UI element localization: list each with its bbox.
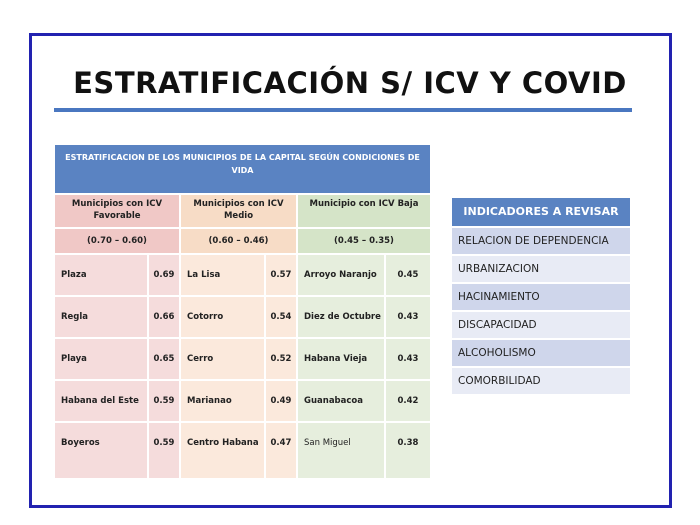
municipality-name: Guanabacoa xyxy=(298,381,384,421)
indicator-item: COMORBILIDAD xyxy=(452,368,630,394)
icv-value: 0.66 xyxy=(149,297,179,337)
slide-title: ESTRATIFICACIÓN S/ ICV Y COVID xyxy=(73,66,627,100)
table-row xyxy=(181,297,296,337)
icv-value: 0.47 xyxy=(266,423,296,478)
table-row xyxy=(181,381,296,421)
municipality-name: Cotorro xyxy=(181,297,264,337)
municipality-name: La Lisa xyxy=(181,255,264,295)
municipality-name: Boyeros xyxy=(55,423,147,478)
icv-value: 0.49 xyxy=(266,381,296,421)
title-underline xyxy=(54,108,632,112)
municipality-name: San Miguel xyxy=(298,423,384,478)
table-row xyxy=(55,423,179,478)
municipality-name: Arroyo Naranjo xyxy=(298,255,384,295)
icv-value: 0.57 xyxy=(266,255,296,295)
indicators-table-header: INDICADORES A REVISAR xyxy=(452,198,630,226)
indicator-item: HACINAMIENTO xyxy=(452,284,630,310)
indicators-table xyxy=(452,198,630,396)
municipality-name: Diez de Octubre xyxy=(298,297,384,337)
icv-value: 0.65 xyxy=(149,339,179,379)
table-row xyxy=(298,381,430,421)
icv-value: 0.42 xyxy=(386,381,430,421)
municipality-name: Marianao xyxy=(181,381,264,421)
column-heading: Municipios con ICV Favorable xyxy=(55,195,179,227)
column-medio xyxy=(181,195,296,478)
table-row xyxy=(181,339,296,379)
icv-value: 0.59 xyxy=(149,423,179,478)
table-row xyxy=(181,423,296,478)
column-range: (0.45 – 0.35) xyxy=(298,229,430,253)
icv-value: 0.43 xyxy=(386,339,430,379)
icv-value: 0.45 xyxy=(386,255,430,295)
table-row xyxy=(298,423,430,478)
icv-value: 0.69 xyxy=(149,255,179,295)
icv-value: 0.52 xyxy=(266,339,296,379)
icv-value: 0.38 xyxy=(386,423,430,478)
icv-value: 0.59 xyxy=(149,381,179,421)
table-row xyxy=(298,255,430,295)
table-row xyxy=(55,381,179,421)
table-row xyxy=(55,339,179,379)
municipality-name: Plaza xyxy=(55,255,147,295)
indicator-item: URBANIZACION xyxy=(452,256,630,282)
table-row xyxy=(298,297,430,337)
stratification-table xyxy=(55,145,430,478)
municipality-name: Cerro xyxy=(181,339,264,379)
table-row xyxy=(55,297,179,337)
column-range: (0.70 – 0.60) xyxy=(55,229,179,253)
indicator-item: RELACION DE DEPENDENCIA xyxy=(452,228,630,254)
indicator-item: ALCOHOLISMO xyxy=(452,340,630,366)
municipality-name: Regla xyxy=(55,297,147,337)
municipality-name: Habana del Este xyxy=(55,381,147,421)
municipality-name: Centro Habana xyxy=(181,423,264,478)
icv-value: 0.54 xyxy=(266,297,296,337)
column-favorable xyxy=(55,195,179,478)
column-baja xyxy=(298,195,430,478)
municipality-name: Habana Vieja xyxy=(298,339,384,379)
icv-value: 0.43 xyxy=(386,297,430,337)
column-heading: Municipios con ICV Medio xyxy=(181,195,296,227)
table-row xyxy=(298,339,430,379)
table-row xyxy=(181,255,296,295)
municipality-name: Playa xyxy=(55,339,147,379)
column-heading: Municipio con ICV Baja xyxy=(298,195,430,227)
indicator-item: DISCAPACIDAD xyxy=(452,312,630,338)
column-range: (0.60 – 0.46) xyxy=(181,229,296,253)
table-row xyxy=(55,255,179,295)
stratification-table-header: ESTRATIFICACION DE LOS MUNICIPIOS DE LA CAPITAL SEGÚN CONDICIONES DE VIDA xyxy=(55,145,430,193)
